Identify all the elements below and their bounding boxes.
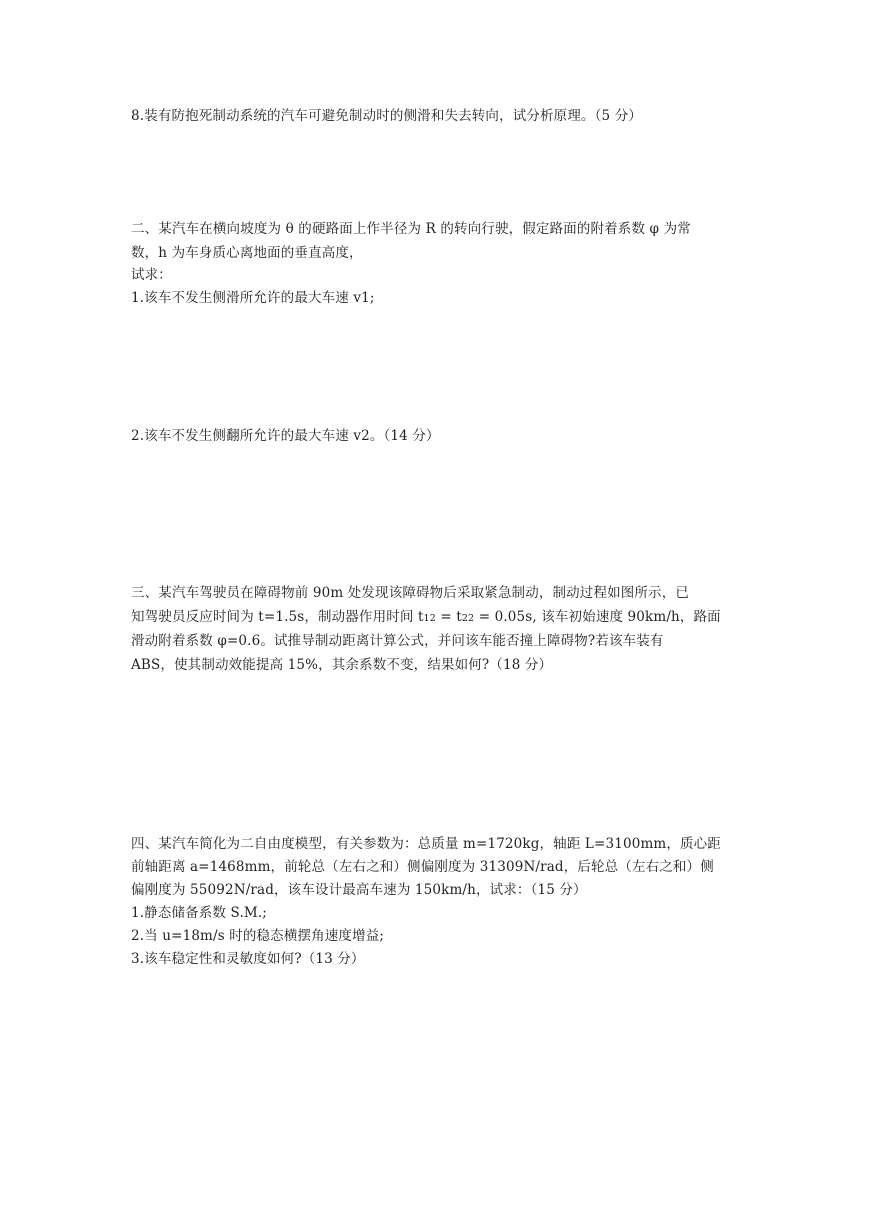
section-2-item-2: 2.该车不发生侧翻所允许的最大车速 v2。（14 分） bbox=[131, 428, 440, 444]
section-2-line-3: 试求： bbox=[131, 267, 172, 283]
section-3-line-3: 滑动附着系数 φ=0.6。试推导制动距离计算公式，并问该车能否撞上障碍物?若该车装有 bbox=[131, 633, 664, 649]
section-3-line-2-part-b: = t bbox=[435, 609, 462, 625]
section-3-line-4: ABS，使其制动效能提高 15%，其余系数不变，结果如何?（18 分） bbox=[131, 657, 553, 673]
section-3-line-2 bbox=[131, 608, 721, 628]
section-2-line-2: 数，h 为车身质心离地面的垂直高度， bbox=[131, 245, 363, 261]
section-4-item-2: 2.当 u=18m/s 时的稳态横摆角速度增益; bbox=[131, 928, 385, 944]
section-4-item-3: 3.该车稳定性和灵敏度如何?（13 分） bbox=[131, 951, 365, 967]
subscript-12: 12 bbox=[423, 613, 436, 624]
section-2-item-1: 1.该车不发生侧滑所允许的最大车速 v1; bbox=[131, 290, 375, 306]
question-8: 8.装有防抱死制动系统的汽车可避免制动时的侧滑和失去转向，试分析原理。（5 分） bbox=[131, 108, 643, 124]
section-3-line-2-part-c: = 0.05s, 该车初始速度 90km/h，路面 bbox=[474, 609, 721, 625]
section-4-item-1: 1.静态储备系数 S.M.; bbox=[131, 905, 267, 921]
section-3-line-2-part-a: 知驾驶员反应时间为 t=1.5s，制动器作用时间 t bbox=[131, 609, 424, 625]
section-2-line-1: 二、某汽车在横向坡度为 θ 的硬路面上作半径为 R 的转向行驶，假定路面的附着系数 φ 为常 bbox=[131, 221, 691, 237]
section-4-line-3: 偏刚度为 55092N/rad，该车设计最高车速为 150km/h，试求：（15 分） bbox=[131, 882, 587, 898]
section-3-line-1: 三、某汽车驾驶员在障碍物前 90m 处发现该障碍物后采取紧急制动，制动过程如图所示，已 bbox=[131, 585, 690, 601]
section-4-line-1: 四、某汽车简化为二自由度模型，有关参数为：总质量 m=1720kg，轴距 L=3100mm，质心距 bbox=[131, 836, 721, 852]
section-4-line-2: 前轴距离 a=1468mm，前轮总（左右之和）侧偏刚度为 31309N/rad，后轮总（左右之和）侧 bbox=[131, 859, 714, 875]
subscript-22: 22 bbox=[461, 613, 475, 624]
